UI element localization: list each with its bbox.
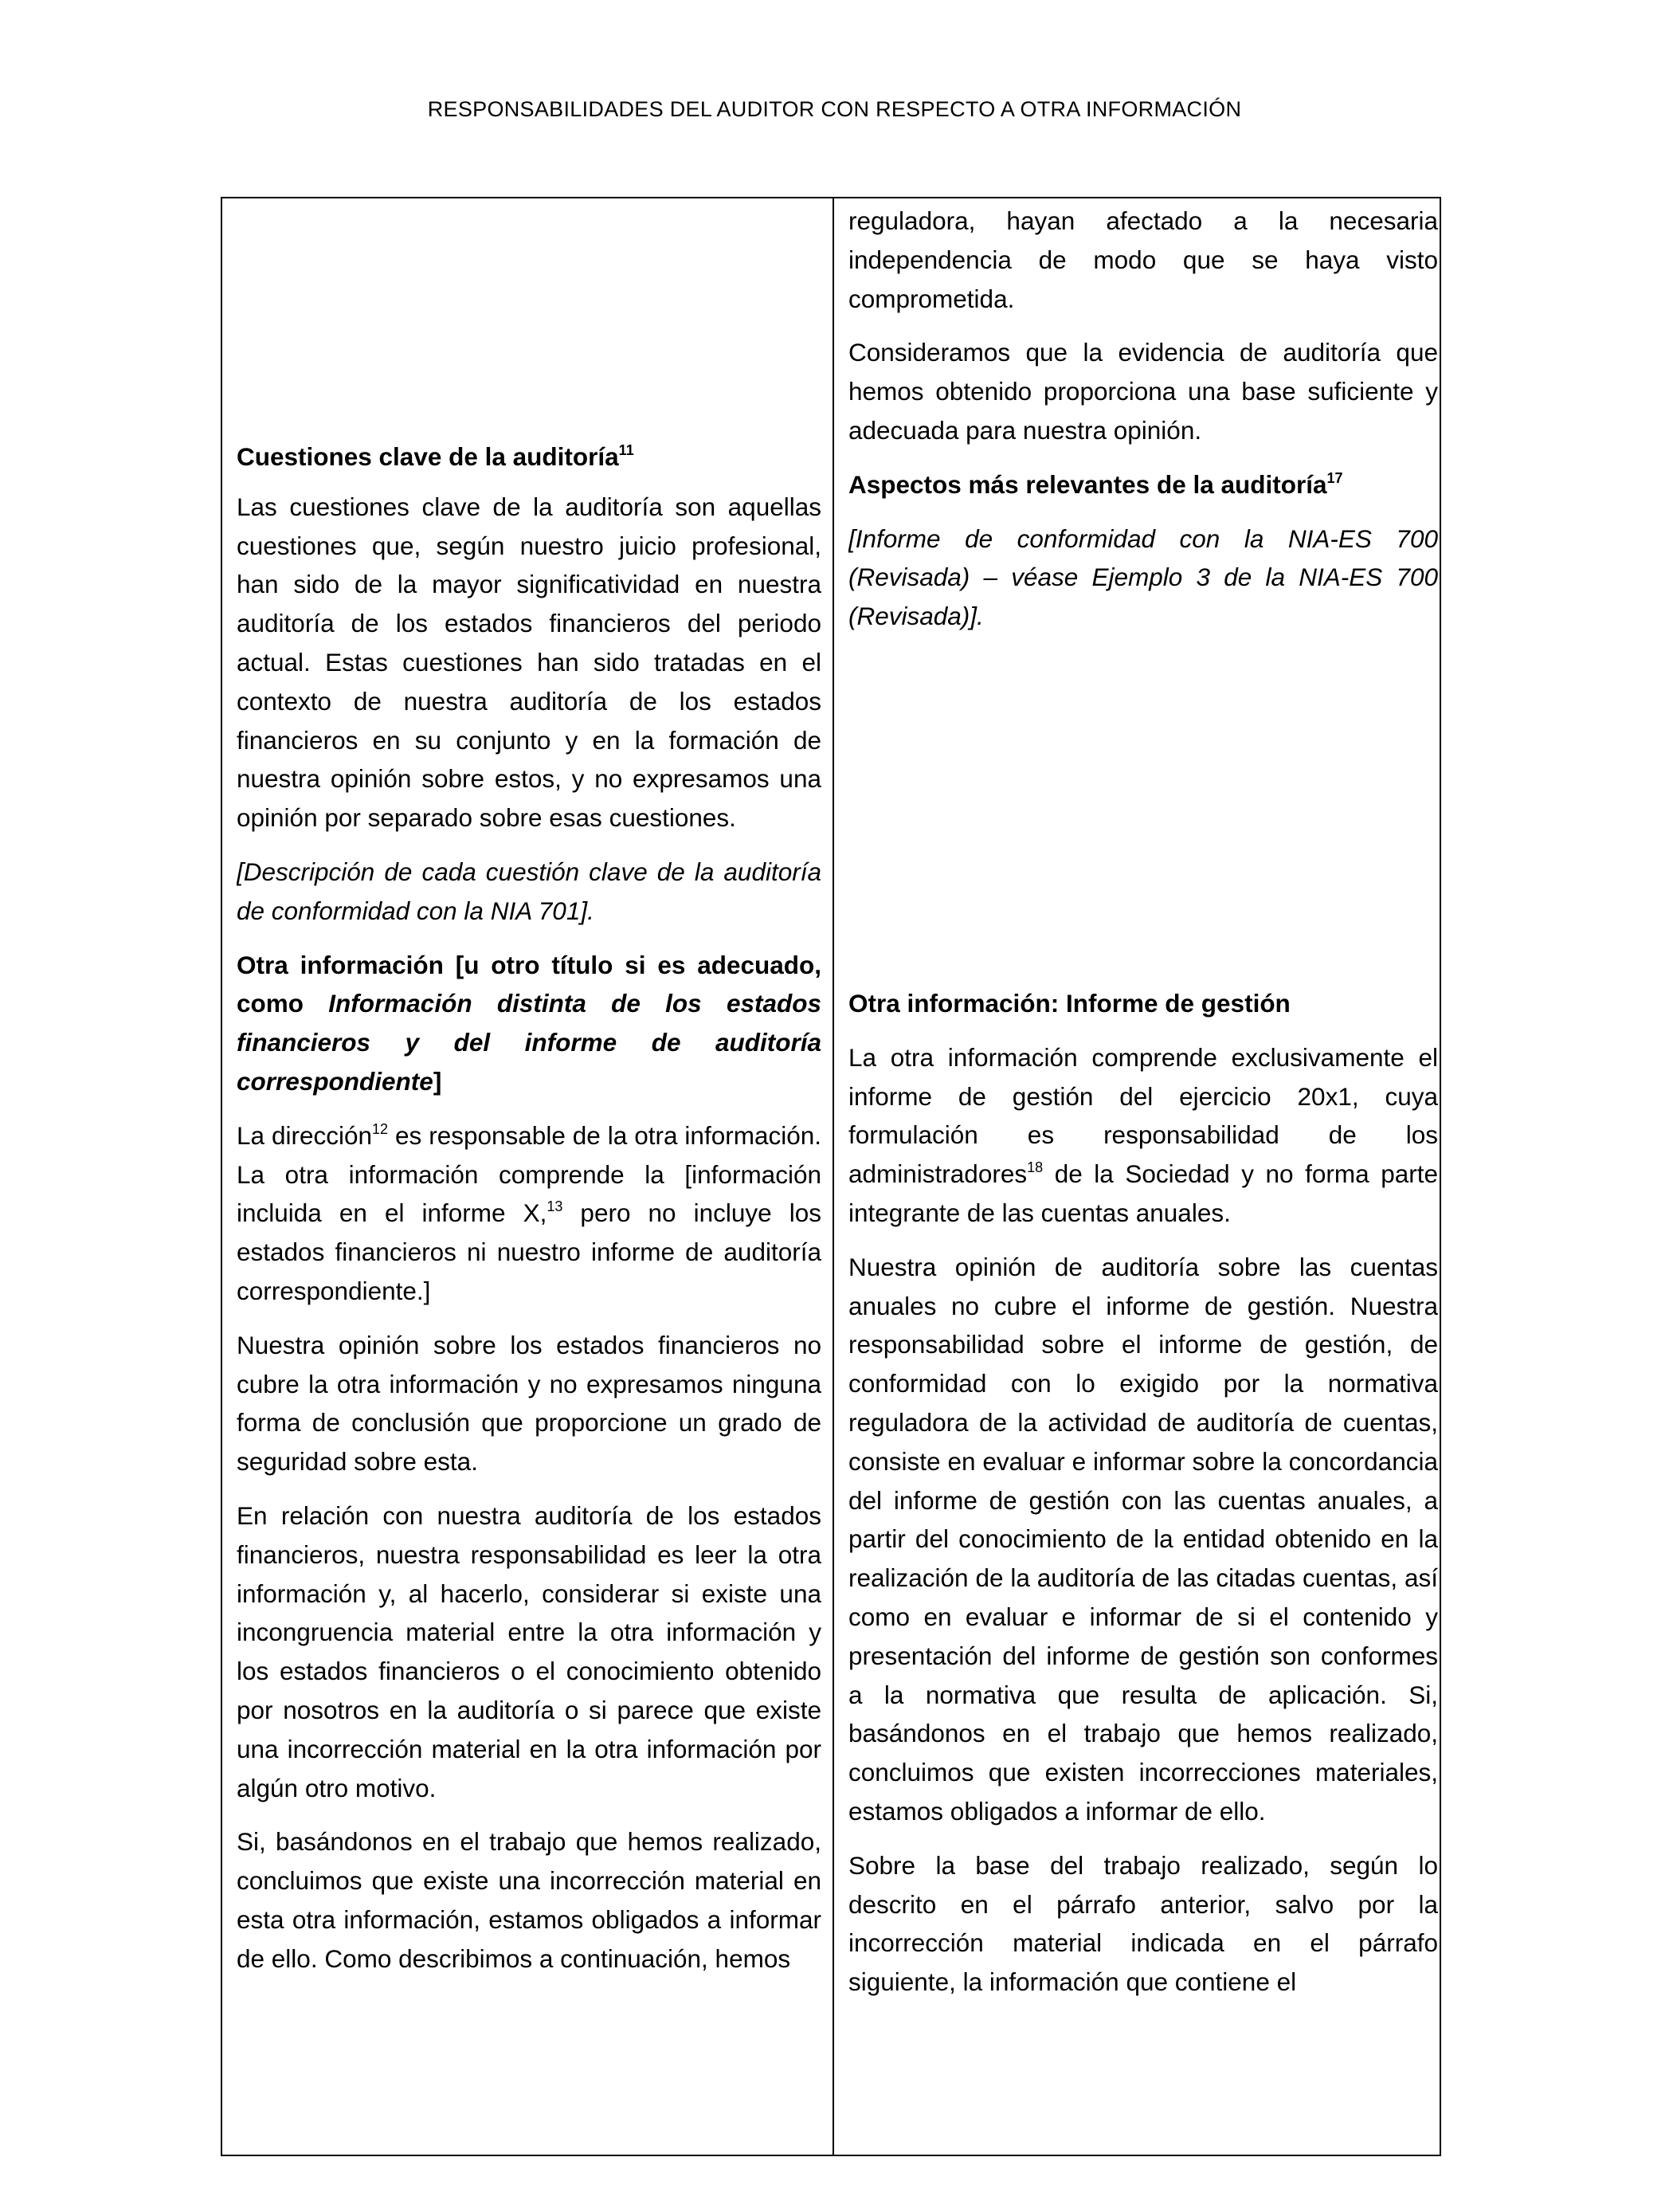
footnote-ref: 13 [547, 1198, 563, 1215]
relevant-aspects-paragraph: [Informe de conformidad con la NIA-ES 700 (Revisada) – véase Ejemplo 3 de la NIA-ES 700 (Revisada)]. [848, 524, 1438, 631]
page-header: RESPONSABILIDADES DEL AUDITOR CON RESPECTO A OTRA INFORMACIÓN [427, 97, 1242, 121]
footnote-ref: 12 [372, 1120, 389, 1137]
footnote-ref: 17 [1326, 469, 1343, 486]
management-report-heading: Otra información: Informe de gestión [848, 988, 1291, 1018]
kam-description: [Descripción de cada cuestión clave de la auditoría de conformidad con la NIA 701]. [237, 857, 821, 925]
right-column [848, 198, 1438, 2155]
management-report-paragraph-1: La otra información comprende exclusivamente el informe de gestión del ejercicio 20x1, cuya formulación es responsabilidad de los administradores$^{18}$ de la Sociedad y no forma parte integrante de las cuentas anuales. [848, 1042, 1438, 1227]
column-divider [833, 198, 834, 2155]
independence-continuation: reguladora, hayan afectado a la necesaria independencia de modo que se haya visto comprometida. [848, 206, 1438, 313]
other-info-paragraph-3: En relación con nuestra auditoría de los estados financieros, nuestra responsabilidad es leer la otra información y, al hacerlo, considerar si existe una incongruencia material entre la otra información y los estados financieros o el conocimiento obtenido por nosotros en la auditoría o si parece que existe una incorrección material en la otra información por algún otro motivo. [237, 1500, 821, 1802]
left-column [237, 198, 821, 2155]
footnote-ref: 18 [1027, 1159, 1044, 1176]
kam-heading: Cuestiones clave de la auditoría$^{11}$ [237, 442, 634, 471]
other-info-paragraph-4: Si, basándonos en el trabajo que hemos realizado, concluimos que existe una incorrección material en esta otra información, estamos obligados a informar de ello. Como describimos a continuación, hemos [237, 1827, 821, 1973]
comparison-table [221, 197, 1441, 2156]
kam-paragraph: Las cuestiones clave de la auditoría son aquellas cuestiones que, según nuestro juicio profesional, han sido de la mayor significatividad en nuestra auditoría de los estados financieros del periodo actual. Estas cuestiones han sido tratadas en el contexto de nuestra auditoría de los estados financieros en su conjunto y en la formación de nuestra opinión sobre estos, y no expresamos una opinión por separado sobre esas cuestiones. [237, 492, 821, 833]
other-info-heading: Otra información [u otro título si es adecuado, como Información distinta de los estados financieros y del informe de auditoría correspondiente] [237, 950, 821, 1096]
relevant-aspects-heading: Aspectos más relevantes de la auditoría$^{17}$ [848, 469, 1343, 499]
footnote-ref: 11 [618, 442, 634, 458]
other-info-paragraph-2: Nuestra opinión sobre los estados financieros no cubre la otra información y no expresamos ninguna forma de conclusión que proporcione un grado de seguridad sobre esta. [237, 1330, 821, 1477]
evidence-paragraph: Consideramos que la evidencia de auditoría que hemos obtenido proporciona una base suficiente y adecuada para nuestra opinión. [848, 338, 1438, 445]
management-report-paragraph-2: Nuestra opinión de auditoría sobre las cuentas anuales no cubre el informe de gestión. Nuestra responsabilidad sobre el informe de gestión, de conformidad con lo exigido por la normativa reguladora de la actividad de auditoría de cuentas, consiste en evaluar e informar sobre la concordancia del informe de gestión con las cuentas anuales, a partir del conocimiento de la entidad obtenido en la realización de la auditoría de las citadas cuentas, así como en evaluar e informar de si el contenido y presentación del informe de gestión son conformes a la normativa que resulta de aplicación. Si, basándonos en el trabajo que hemos realizado, concluimos que existen incorrecciones materiales, estamos obligados a informar de ello. [848, 1252, 1438, 1826]
management-report-paragraph-3: Sobre la base del trabajo realizado, según lo descrito en el párrafo anterior, salvo por la incorrección material indicada en el párrafo siguiente, la información que contiene el [848, 1850, 1438, 1997]
other-info-paragraph-1: La dirección$^{12}$ es responsable de la otra información. La otra información comprende la [información incluida en el informe X,$^{13}$ pero no incluye los estados financieros ni nuestro informe de auditoría correspondiente.] [237, 1120, 821, 1305]
